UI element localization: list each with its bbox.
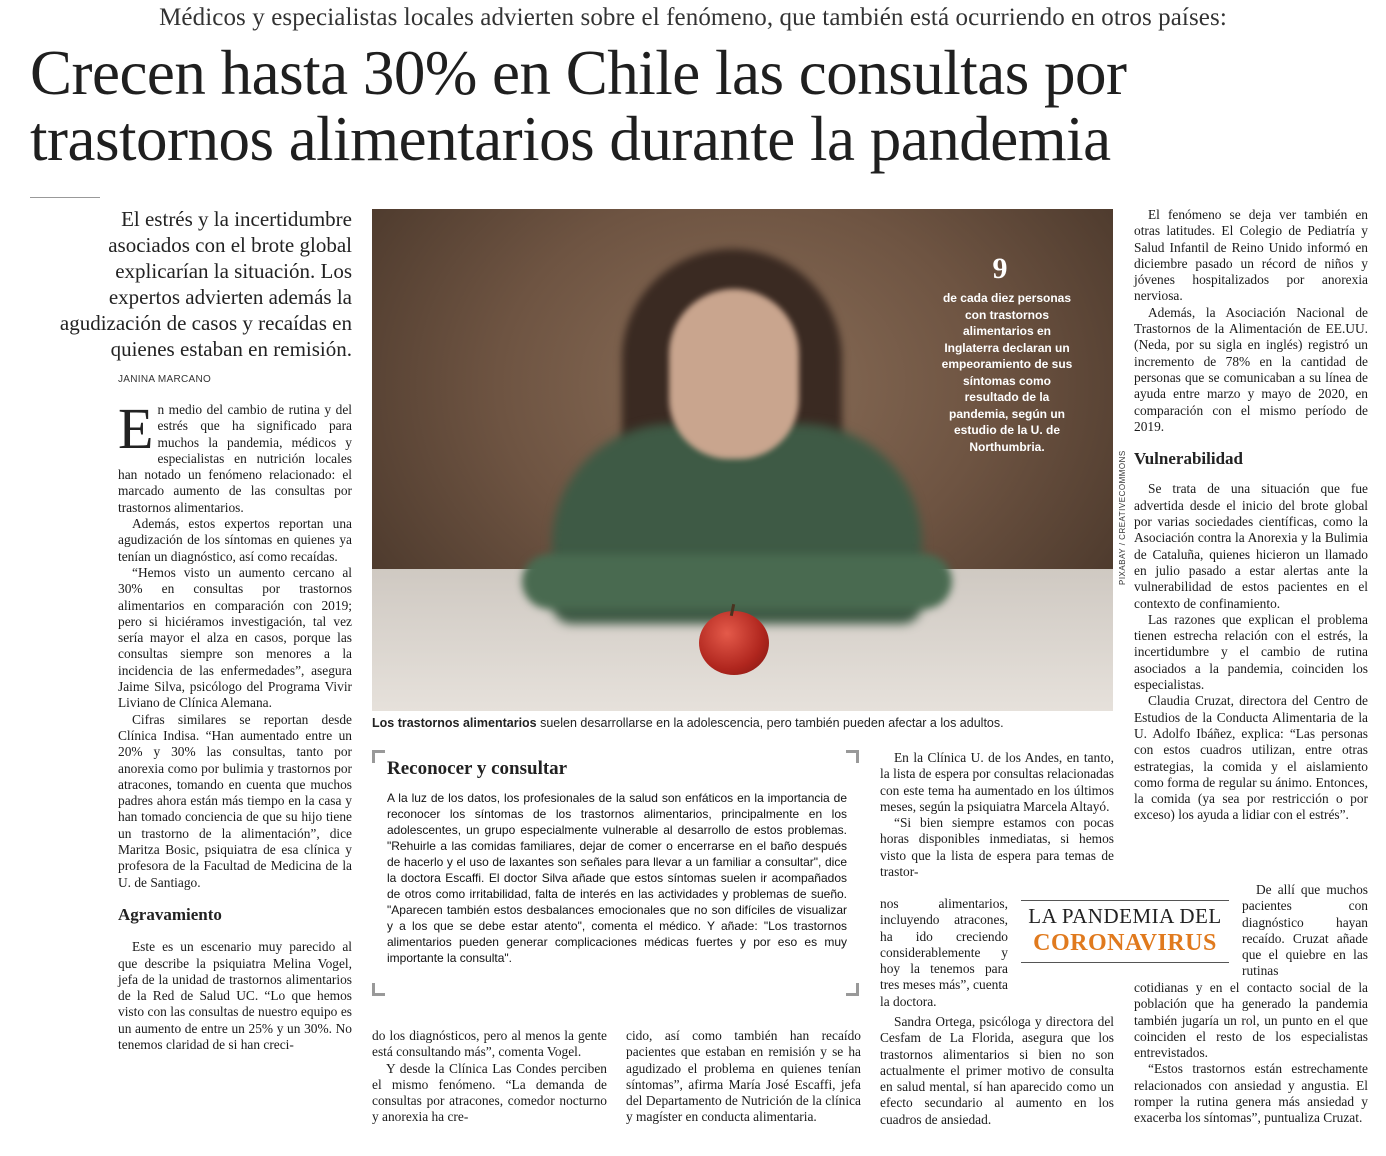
byline: JANINA MARCANO: [118, 374, 212, 385]
subhead-vulnerabilidad: Vulnerabilidad: [1134, 449, 1243, 469]
fact-number: 9: [992, 252, 1008, 285]
column-4-bottom: [880, 1014, 1114, 1128]
section-label-line1: LA PANDEMIA DEL: [1028, 904, 1222, 928]
column-2: [372, 1028, 607, 1126]
box-body: A la luz de los datos, los profesionales de la salud son enfáticos en la importancia de reconocer los síntomas de los trastornos alimentarios, principalmente en los adolescentes, un grupo especialmente vulnerable al desarrollo de estos problemas. "Rehuirle a las comidas familiares, dejar de comer o encerrarse en el baño después de hacerlo y el uso de laxantes son señales para llevar a un familiar a consultar", dice la doctora Escaffi. El doctor Silva añade que estos síntomas suelen ir acompañados de otros como irritabilidad, falta de interés en las actividades y problemas de sueño. "Aparecen también estos desbalances emocionales que no son difíciles de visualizar y a los que se debe estar atento", comenta el médico. Y añade: "Los trastornos alimentarios pueden generar complicaciones médicas fuertes y por eso es muy importante la consulta".: [387, 791, 847, 965]
paragraph: En la Clínica U. de los Andes, en tanto, la lista de espera por consultas relacionadas con este tema ha aumentado en los últimos meses, según la psiquiatra Marcela Altayó.: [880, 750, 1114, 814]
paragraph: “Estos trastornos están estrechamente relacionados con ansiedad y angustia. El romper la rutina genera más ansiedad y exacerba los síntomas”, puntualiza Cruzat.: [1134, 1061, 1368, 1126]
paragraph: cotidianas y en el contacto social de la población que ha generado la pandemia también jugaría un rol, un punto en el que coinciden el resto de los especialistas entrevistados.: [1134, 980, 1368, 1061]
deck: El estrés y la incertidumbre asociados con el brote global explicarían la situación. Los expertos advierten además la agudización de casos y recaídas en quienes estaban en remisión.: [59, 207, 352, 361]
column-1: [118, 396, 352, 1053]
woman-face: [669, 289, 799, 459]
paragraph: Además, la Asociación Nacional de Trastornos de la Alimentación de EE.UU. (Neda, por su sigla en inglés) registró un incremento de 78% en la cantidad de personas que se comunicaban a su línea de ayuda entre marzo y mayo de 2020, en comparación con el mismo período de 2019.: [1134, 304, 1368, 434]
paragraph: do los diagnósticos, pero al menos la gente está consultando más”, comenta Vogel.: [372, 1028, 607, 1060]
paragraph: Se trata de una situación que fue advertida desde el inicio del brote global por varias sociedades científicas, como la Asociación contra la Anorexia y la Bulimia de Cataluña, quienes hicieron un llamado en julio pasado a estar alertas ante la vulnerabilidad de estos pacientes en el contexto de confinamiento.: [1134, 481, 1368, 611]
box-title: Reconocer y consultar: [387, 758, 568, 779]
drop-cap: E: [118, 396, 154, 461]
woman-arms: [522, 554, 952, 609]
paragraph: Claudia Cruzat, directora del Centro de Estudios de la Conducta Alimentaria de la U. Adolfo Ibáñez, explica: “Las personas con estos cuadros utilizan, entre otras estrategias, la comida y el aislamiento como forma de regular su ánimo. Entonces, la comida (ya sea por restricción o por exceso) los ayuda a lidiar con el estrés”.: [1134, 693, 1368, 823]
apple-icon: [699, 611, 769, 675]
paragraph: cido, así como también han recaído pacientes que estaban en remisión y se ha agudizado el problema en quienes tenían síntomas”, afirma María José Escaffi, jefa del Departamento de Nutrición de la clínica y magíster en conducta alimentaria.: [626, 1028, 861, 1125]
section-label-coronavirus: CORONAVIRUS: [1033, 930, 1217, 956]
paragraph: Sandra Ortega, psicóloga y directora del Cesfam de La Florida, asegura que los trastornos alimentarios si bien no son actualmente el primer motivo de consulta en salud mental, sí han aparecido como un efecto secundario al aumento en los cuadros de ansiedad.: [880, 1014, 1114, 1127]
column-5-bottom: [1134, 980, 1368, 1127]
paragraph: nos alimentarios, incluyendo atracones, ha ido creciendo considerablemente y hoy la tenemos para tres meses más”, cuenta la doctora.: [880, 896, 1008, 1009]
divider: [30, 197, 100, 198]
lead-paragraph: En medio del cambio de rutina y del estrés que ha significado para muchos la pandemia, médicos y especialistas en nutrición locales han notado un fenómeno relacionado: el marcado aumento de las consultas por trastornos alimentarios.: [118, 396, 352, 515]
caption-text: suelen desarrollarse en la adolescencia, pero también pueden afectar a los adultos.: [536, 716, 1004, 730]
paragraph: “Si bien siempre estamos con pocas horas disponibles inmediatas, si hemos visto que la lista de espera para temas de trastor-: [880, 815, 1114, 880]
paragraph: El fenómeno se deja ver también en otras latitudes. El Colegio de Pediatría y Salud Infantil de Reino Unido informó en diciembre pasado un récord de niños y jóvenes hospitalizados por anorexia nerviosa.: [1134, 207, 1368, 304]
paragraph: Las razones que explican el problema tienen estrecha relación con el estrés, la incertidumbre y el cambio de rutina asociados a la pandemia, coinciden los especialistas.: [1134, 611, 1368, 693]
column-5-wrap: [1242, 882, 1368, 980]
column-5-top: [1134, 207, 1368, 824]
paragraph: Además, estos expertos reportan una agudización de los síntomas en quienes ya tenían un diagnóstico, así como recaídas.: [118, 516, 352, 564]
fact-text: de cada diez personas con trastornos alimentarios en Inglaterra declaran un empeoramiento de sus síntomas como resultado de la pandemia, según un estudio de la U. de Northumbria.: [941, 291, 1073, 454]
column-4-wrap: [880, 896, 1008, 1010]
caption-lead: Los trastornos alimentarios: [372, 716, 537, 730]
headline: Crecen hasta 30% en Chile las consultas por trastornos alimentarios durante la pandemia: [30, 38, 1127, 174]
paragraph: Cifras similares se reportan desde Clínica Indisa. “Han aumentado entre un 20% y 30% las consultas, tanto por anorexia como por bulimia y trastornos por atracones, tomando en cuenta que muchos padres ahora están más tiempo en la casa y han tomado conciencia de que su hijo tiene un trastorno de la alimentación”, dice Maritza Bosic, psiquiatra de esa clínica y profesora de la Facultad de Medicina de la U. de Santiago.: [118, 711, 352, 890]
paragraph: De allí que muchos pacientes con diagnóstico hayan recaído. Cruzat añade que el quiebre en las rutinas: [1242, 882, 1368, 979]
sidebar-box: [372, 750, 859, 996]
column-3: [626, 1028, 861, 1126]
section-label: [1021, 904, 1229, 964]
photo-caption: [372, 716, 1113, 730]
paragraph: Este es un escenario muy parecido al que describe la psiquiatra Melina Vogel, jefa de la unidad de trastornos alimentarios de la Red de Salud UC. “Lo que hemos visto con las consultas de nuestro equipo es un aumento de entre un 25% y un 30%. No tenemos claridad de si han creci-: [118, 939, 352, 1052]
column-4-top: [880, 750, 1114, 880]
photo-credit: PIXABAY / CREATIVECOMMONS: [1118, 450, 1127, 585]
kicker: Médicos y especialistas locales advierten sobre el fenómeno, que también está ocurriendo en otros países:: [159, 4, 1227, 31]
subhead-agravamiento: Agravamiento: [118, 904, 222, 924]
paragraph: “Hemos visto un aumento cercano al 30% en consultas por trastornos alimentarios en comparación con 2019; pero si hiciéramos investigación, tal vez sería mayor el alza en casos, porque las consultas siempre son menores a la incidencia de las enfermedades”, asegura Jaime Silva, psicólogo del Programa Vivir Liviano de Clínica Alemana.: [118, 564, 352, 711]
paragraph: Y desde la Clínica Las Condes perciben el mismo fenómeno. “La demanda de consultas por atracones, comedor nocturno y anorexia ha cre-: [372, 1060, 607, 1125]
